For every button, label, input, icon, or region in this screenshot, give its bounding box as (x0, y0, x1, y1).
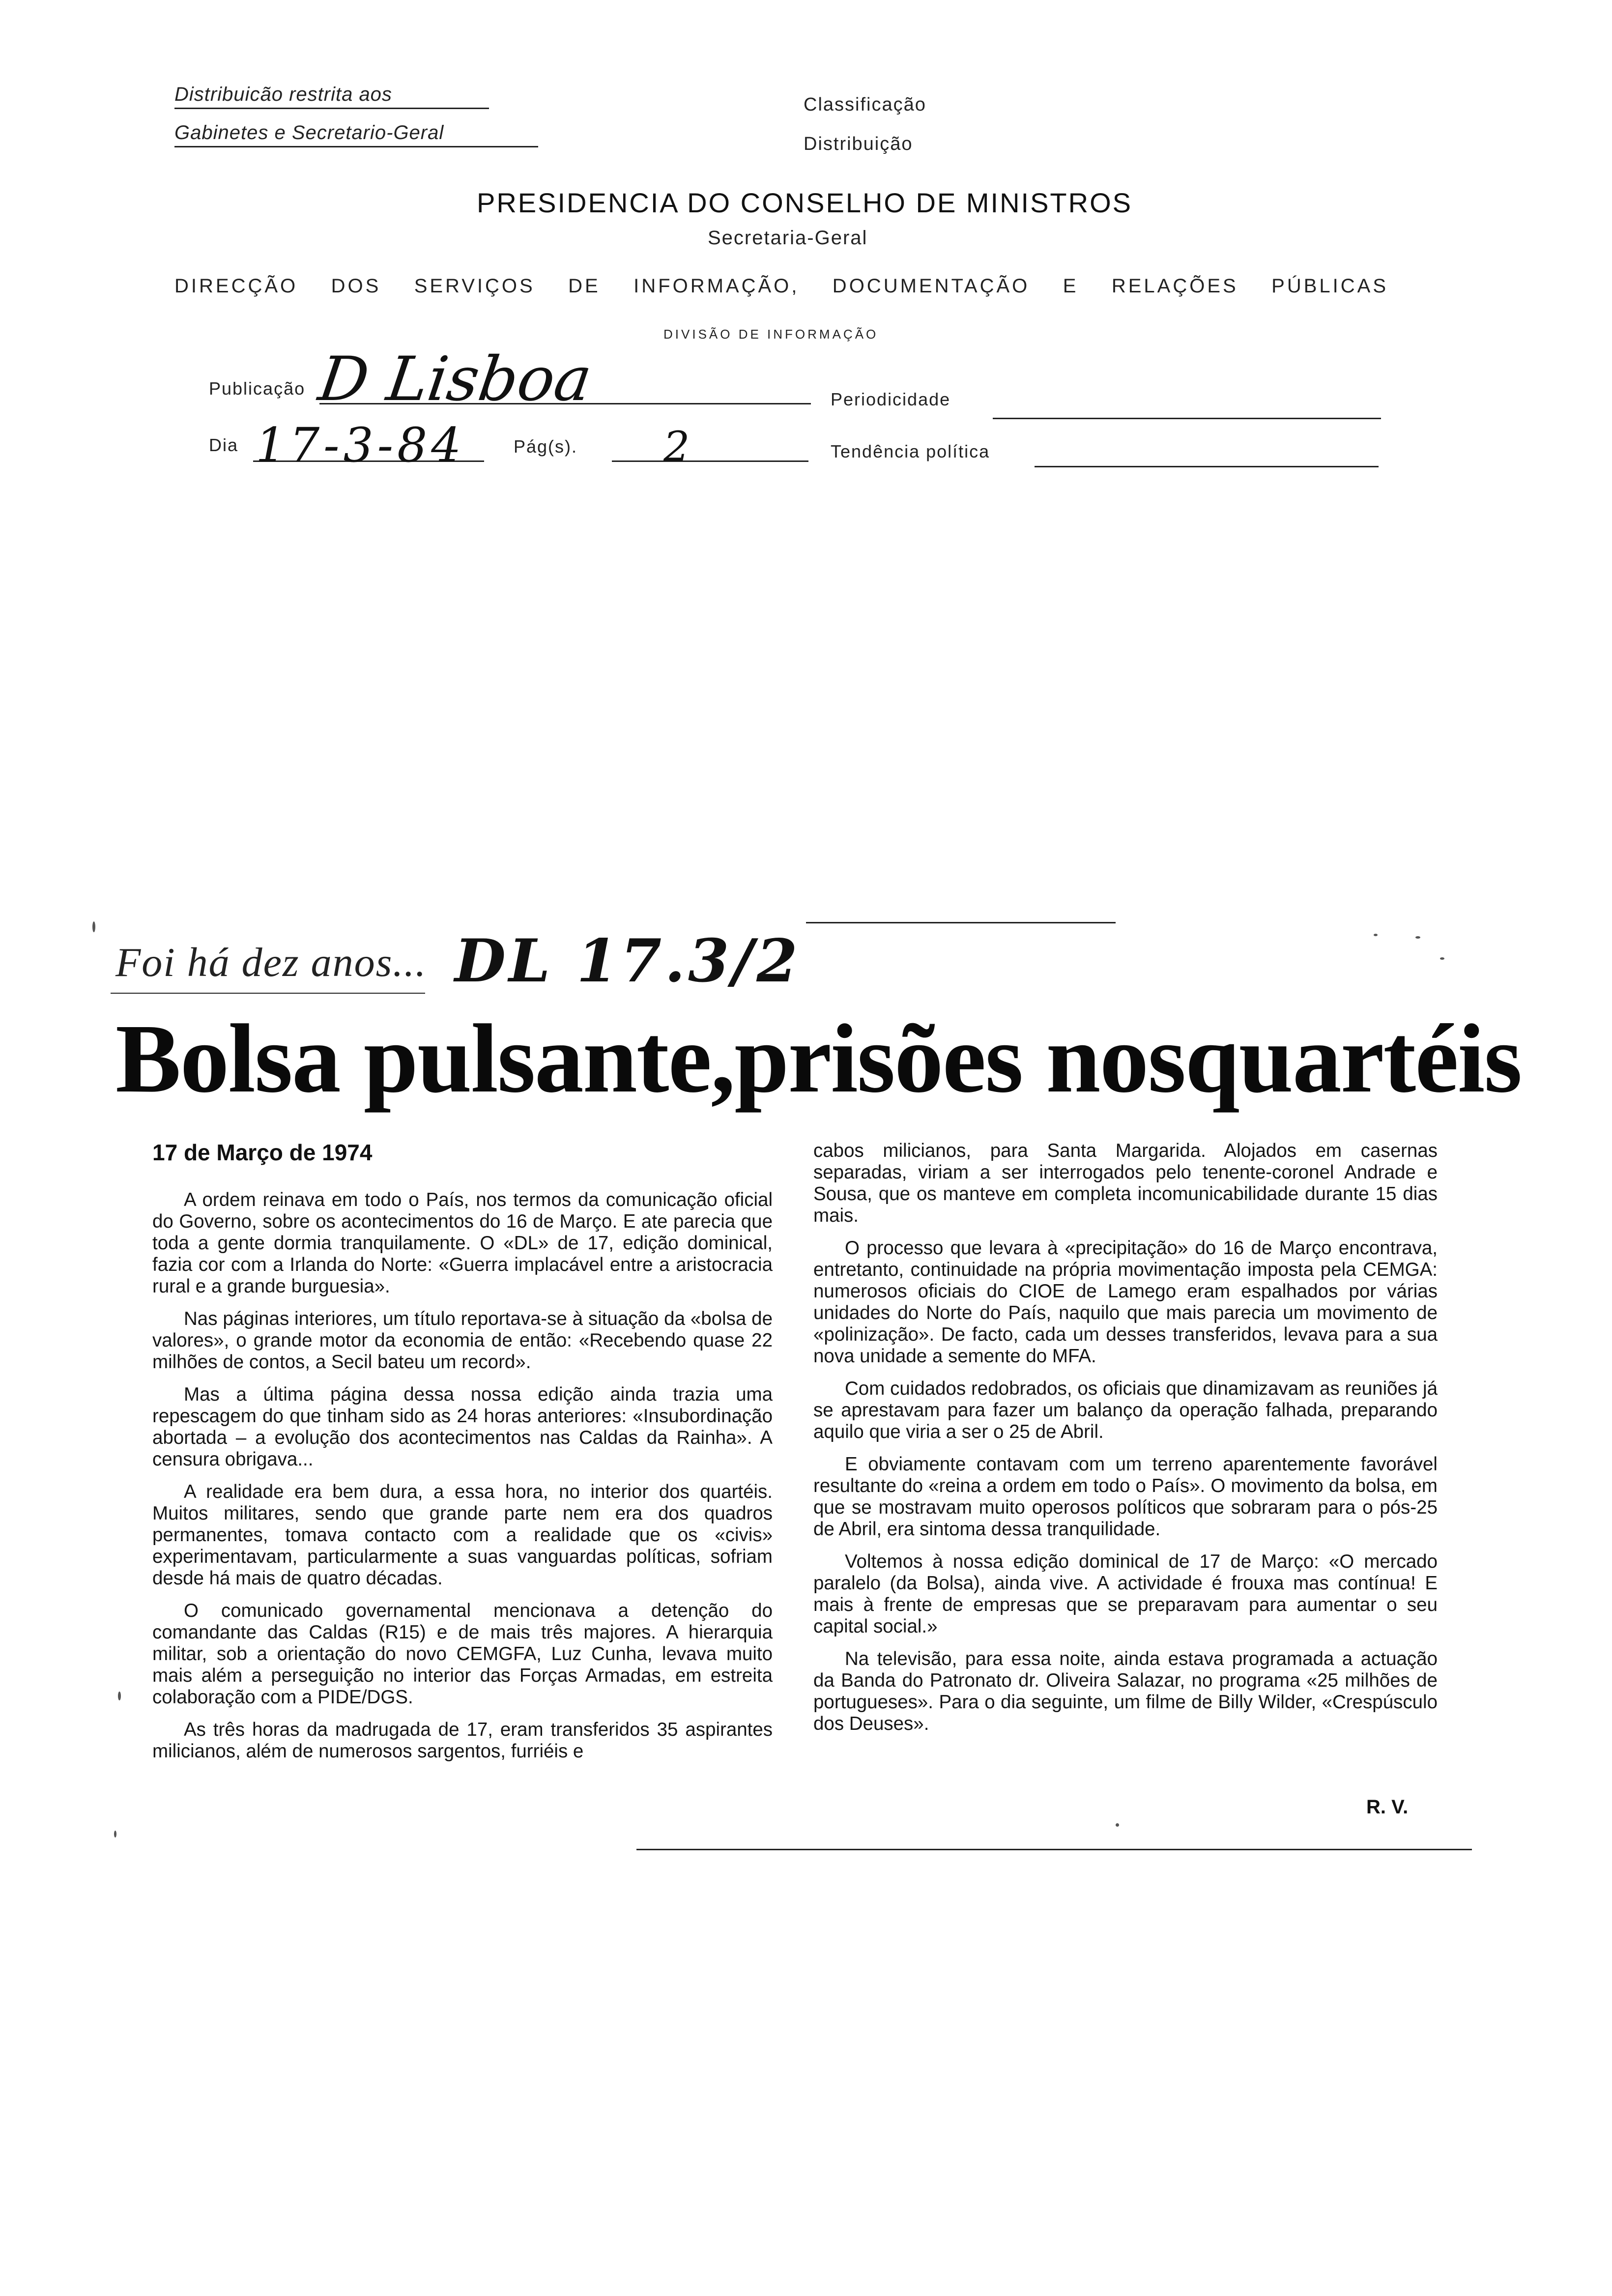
pages-label: Pág(s). (514, 436, 578, 457)
handwritten-reference: DL 17.3/2 (455, 926, 801, 996)
scan-speck (114, 1831, 116, 1837)
clipping-dateline: 17 de Março de 1974 (152, 1140, 373, 1165)
scan-speck (1116, 1823, 1119, 1827)
article-right-column (813, 1140, 1438, 1746)
periodicity-field-line (993, 418, 1381, 419)
right-paragraph-1: cabos milicianos, para Santa Margarida. Alojados em casernas separadas, viriam a ser interrogados pelo tenente-coronel Andrade e Sousa, que os manteve em completa incomunicabilidade durante 15 dias mais. (813, 1140, 1438, 1226)
scan-speck (92, 921, 95, 932)
article-signature: R. V. (1366, 1796, 1409, 1818)
distribution-label: Distribuição (804, 134, 913, 154)
clipping-bottom-rule (636, 1849, 1472, 1850)
scan-speck (1374, 934, 1378, 936)
classification-label: Classificação (804, 94, 926, 115)
publication-label: Publicação (209, 378, 306, 399)
clipping-headline: Bolsa pulsante,prisões nosquartéis (115, 1004, 1522, 1113)
publication-handwritten-value: D Lisboa (314, 344, 596, 415)
distribution-restricted-line2: Gabinetes e Secretario-Geral (174, 122, 538, 147)
left-paragraph-1: A ordem reinava em todo o País, nos termos da comunicação oficial do Governo, sobre os acontecimentos do 16 de Março. E ate parecia que toda a gente dormia tranquilamente. O «DL» de 17, edição dominical, fazia cor com a Irlanda do Norte: «Guerra implacável entre a aristocracia rural e a grande burguesia». (152, 1189, 773, 1297)
clipping-kicker: Foi há dez anos... (115, 940, 427, 985)
scan-speck (118, 1692, 121, 1700)
pages-handwritten-value: 2 (663, 423, 690, 471)
distribution-restricted-line1: Distribuicão restrita aos (174, 84, 489, 109)
right-paragraph-4: E obviamente contavam com um terreno aparentemente favorável resultante do «reina a ordem em todo o País». O movimento da bolsa, em que se mostravam muito operosos políticos que sobraram para o pós-25 de Abril, era sintoma dessa tranquilidade. (813, 1454, 1438, 1540)
political-tendency-field-line (1035, 466, 1379, 467)
left-paragraph-5: O comunicado governamental mencionava a detenção do comandante das Caldas (R15) e de mais três majores. A hierarquia militar, sob a orientação do novo CEMGFA, Luz Cunha, levava muito mais além a perseguição no interior das Forças Armadas, em estreita colaboração com a PIDE/DGS. (152, 1600, 773, 1708)
right-paragraph-5: Voltemos à nossa edição dominical de 17 de Março: «O mercado paralelo (da Bolsa), ainda vive. A actividade é frouxa mas contínua! E mais à frente de empresas que se preparavam para aumentar o seu capital social.» (813, 1551, 1438, 1637)
left-paragraph-3: Mas a última página dessa nossa edição ainda trazia uma repescagem do que tinham sido as 24 horas anteriores: «Insubordinação abortada – a evolução dos acontecimentos nas Caldas da Rainha». A censura obrigava... (152, 1384, 773, 1470)
clipping-top-rule (806, 922, 1116, 923)
right-paragraph-2: O processo que levara à «precipitação» do 16 de Março encontrava, entretanto, continuidade na própria movimentação imposta pela CEMGA: numerosos oficiais do CIOE de Lamego eram espalhados por várias unidades do Norte do País, naquilo que mais parecia um movimento de «polinização». De facto, cada um desses transferidos, levava para a sua nova unidade a semente do MFA. (813, 1237, 1438, 1367)
day-handwritten-value: 17-3-84 (256, 418, 465, 473)
left-paragraph-2: Nas páginas interiores, um título reportava-se à situação da «bolsa de valores», o grande motor da economia de então: «Recebendo quase 22 milhões de contos, a Secil bateu um record». (152, 1308, 773, 1373)
political-tendency-label: Tendência política (831, 441, 990, 461)
day-label: Dia (209, 435, 239, 455)
scan-speck (1440, 957, 1444, 960)
left-paragraph-4: A realidade era bem dura, a essa hora, no interior dos quartéis. Muitos militares, sendo que grande parte nem era dos quadros permanentes, tomava contacto com a realidade que os «civis» experimentavam, particularmente a suas vanguardas políticas, sofriam desde há mais de quatro décadas. (152, 1481, 773, 1589)
directorate-line: DIRECÇÃO DOS SERVIÇOS DE INFORMAÇÃO, DOCUMENTAÇÃO E RELAÇÕES PÚBLICAS (174, 275, 1388, 297)
division-label: DIVISÃO DE INFORMAÇÃO (663, 327, 879, 342)
secretariat-subtitle: Secretaria-Geral (708, 227, 868, 249)
right-paragraph-6: Na televisão, para essa noite, ainda estava programada a actuação da Banda do Patronato dr. Oliveira Salazar, no programa «25 milhões de portugueses». Para o dia seguinte, um filme de Billy Wilder, «Crespúsculo dos Deuses». (813, 1648, 1438, 1734)
kicker-underline (111, 993, 425, 994)
institution-title: PRESIDENCIA DO CONSELHO DE MINISTROS (477, 187, 1132, 218)
periodicity-label: Periodicidade (831, 389, 951, 409)
article-left-column (152, 1189, 773, 1773)
pages-field-line (612, 460, 808, 462)
scan-speck (1415, 936, 1420, 939)
right-paragraph-3: Com cuidados redobrados, os oficiais que dinamizavam as reuniões já se aprestavam para fazer um balanço da operação falhada, preparando aquilo que viria a ser o 25 de Abril. (813, 1378, 1438, 1442)
left-paragraph-6: As três horas da madrugada de 17, eram transferidos 35 aspirantes milicianos, além de numerosos sargentos, furriéis e (152, 1719, 773, 1762)
